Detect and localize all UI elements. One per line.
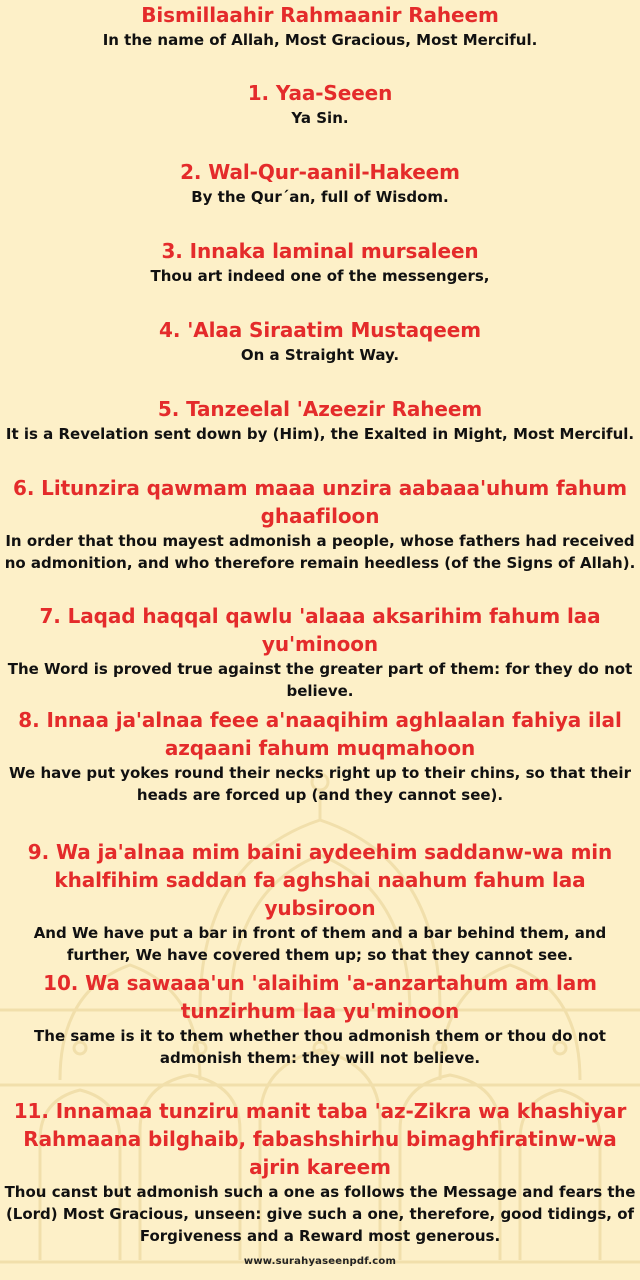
verse-3 — [0, 237, 640, 287]
verse-3-arabic: 3. Innaka laminal mursaleen — [161, 239, 479, 263]
verse-10 — [0, 969, 640, 1069]
verse-5-english: It is a Revelation sent down by (Him), the Exalted in Might, Most Merciful. — [5, 425, 635, 443]
verse-5-arabic: 5. Tanzeelal 'Azeezir Raheem — [157, 397, 483, 421]
verse-1-arabic: 1. Yaa-Seeen — [247, 81, 393, 105]
verse-9 — [0, 838, 640, 966]
footer-website: www.surahyaseenpdf.com — [243, 1256, 397, 1267]
verse-3-english: Thou art indeed one of the messengers, — [150, 267, 490, 285]
verse-11-arabic: 11. Innamaa tunziru manit taba 'az-Zikra wa khashiyar Rahmaana bilghaib, fabashshirhu bimaghfiratinw-wa ajrin kareem — [13, 1099, 627, 1179]
verse-10-arabic: 10. Wa sawaaa'un 'alaihim 'a-anzartahum am lam tunzirhum laa yu'minoon — [43, 971, 597, 1023]
verse-4-english: On a Straight Way. — [240, 346, 400, 364]
verse-2-arabic: 2. Wal-Qur-aanil-Hakeem — [180, 160, 460, 184]
intro-english: In the name of Allah, Most Gracious, Most Merciful. — [102, 31, 538, 49]
verse-5 — [0, 395, 640, 445]
verse-9-arabic: 9. Wa ja'alnaa mim baini aydeehim saddanw-wa min khalfihim saddan fa aghshai naahum fahum laa yubsiroon — [27, 840, 613, 920]
verse-1-english: Ya Sin. — [291, 109, 349, 127]
verse-2-english: By the Qur´an, full of Wisdom. — [191, 188, 449, 206]
verse-2 — [0, 158, 640, 208]
verse-7-english: The Word is proved true against the greater part of them: for they do not believe. — [7, 660, 633, 700]
verse-4-arabic: 4. 'Alaa Siraatim Mustaqeem — [159, 318, 481, 342]
verse-11 — [0, 1097, 640, 1247]
verse-8 — [0, 706, 640, 806]
intro-block — [0, 1, 640, 51]
verse-7-arabic: 7. Laqad haqqal qawlu 'alaaa aksarihim fahum laa yu'minoon — [39, 604, 601, 656]
intro-arabic: Bismillaahir Rahmaanir Raheem — [141, 3, 499, 27]
verse-4 — [0, 316, 640, 366]
verse-8-english: We have put yokes round their necks right up to their chins, so that their heads are forced up (and they cannot see). — [9, 764, 631, 804]
verse-9-english: And We have put a bar in front of them and a bar behind them, and further, We have covered them up; so that they cannot see. — [33, 924, 607, 964]
verse-6-arabic: 6. Litunzira qawmam maaa unzira aabaaa'uhum fahum ghaafiloon — [13, 476, 627, 528]
verse-7 — [0, 602, 640, 702]
verse-11-english: Thou canst but admonish such a one as follows the Message and fears the (Lord) Most Gracious, unseen: give such a one, therefore, good tidings, of Forgiveness and a Reward most generous. — [4, 1183, 636, 1245]
verse-10-english: The same is it to them whether thou admonish them or thou do not admonish them: they will not believe. — [34, 1027, 606, 1067]
verse-6-english: In order that thou mayest admonish a people, whose fathers had received no admonition, and who therefore remain heedless (of the Signs of Allah). — [4, 532, 636, 572]
verse-1 — [0, 79, 640, 129]
verse-6 — [0, 474, 640, 574]
verse-8-arabic: 8. Innaa ja'alnaa feee a'naaqihim aghlaalan fahiya ilal azqaani fahum muqmahoon — [18, 708, 622, 760]
